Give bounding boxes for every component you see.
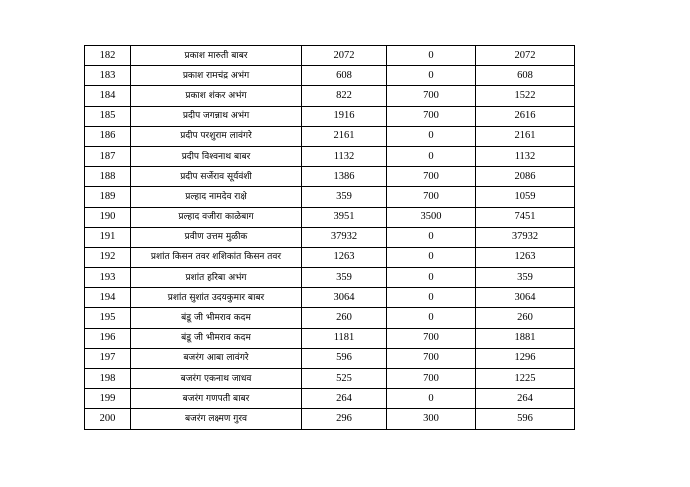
serial-number-cell: 199 (85, 389, 131, 409)
amount-cell: 3951 (302, 207, 387, 227)
table-row (85, 66, 575, 86)
total-cell: 1296 (476, 348, 575, 368)
table-row (85, 167, 575, 187)
table-row (85, 187, 575, 207)
amount-cell: 359 (302, 187, 387, 207)
table-row (85, 409, 575, 429)
additional-amount-cell: 0 (387, 227, 476, 247)
total-cell: 3064 (476, 288, 575, 308)
amount-cell: 2072 (302, 46, 387, 66)
amount-cell: 596 (302, 348, 387, 368)
additional-amount-cell: 700 (387, 167, 476, 187)
table-row (85, 86, 575, 106)
total-cell: 2161 (476, 126, 575, 146)
additional-amount-cell: 700 (387, 106, 476, 126)
additional-amount-cell: 0 (387, 247, 476, 267)
additional-amount-cell: 700 (387, 328, 476, 348)
amount-cell: 822 (302, 86, 387, 106)
name-cell: प्रशांत हरिबा अभंग (131, 268, 302, 288)
table-row (85, 46, 575, 66)
total-cell: 260 (476, 308, 575, 328)
additional-amount-cell: 700 (387, 187, 476, 207)
total-cell: 1881 (476, 328, 575, 348)
amount-cell: 296 (302, 409, 387, 429)
name-cell: प्रवीण उत्तम मुळीक (131, 227, 302, 247)
serial-number-cell: 192 (85, 247, 131, 267)
table-row (85, 207, 575, 227)
total-cell: 2616 (476, 106, 575, 126)
data-table (84, 45, 575, 430)
table-row (85, 288, 575, 308)
amount-cell: 359 (302, 268, 387, 288)
name-cell: प्रदीप सर्जेराव सूर्यवंशी (131, 167, 302, 187)
name-cell: प्रकाश रामचंद्र अभंग (131, 66, 302, 86)
name-cell: प्रकाश मारुती बाबर (131, 46, 302, 66)
amount-cell: 2161 (302, 126, 387, 146)
amount-cell: 3064 (302, 288, 387, 308)
table-row (85, 247, 575, 267)
total-cell: 2072 (476, 46, 575, 66)
additional-amount-cell: 0 (387, 288, 476, 308)
total-cell: 1225 (476, 369, 575, 389)
amount-cell: 37932 (302, 227, 387, 247)
name-cell: बजरंग गणपती बाबर (131, 389, 302, 409)
name-cell: बंडू जी भीमराव कदम (131, 328, 302, 348)
serial-number-cell: 184 (85, 86, 131, 106)
additional-amount-cell: 3500 (387, 207, 476, 227)
amount-cell: 264 (302, 389, 387, 409)
table-row (85, 268, 575, 288)
name-cell: बजरंग लक्ष्मण गुरव (131, 409, 302, 429)
serial-number-cell: 185 (85, 106, 131, 126)
amount-cell: 260 (302, 308, 387, 328)
total-cell: 1263 (476, 247, 575, 267)
name-cell: प्रशांत सुशांत उदयकुमार बाबर (131, 288, 302, 308)
additional-amount-cell: 700 (387, 348, 476, 368)
table-row (85, 328, 575, 348)
additional-amount-cell: 0 (387, 46, 476, 66)
additional-amount-cell: 0 (387, 146, 476, 166)
serial-number-cell: 194 (85, 288, 131, 308)
name-cell: प्रल्हाद नामदेव राक्षे (131, 187, 302, 207)
serial-number-cell: 196 (85, 328, 131, 348)
serial-number-cell: 193 (85, 268, 131, 288)
amount-cell: 1132 (302, 146, 387, 166)
additional-amount-cell: 0 (387, 308, 476, 328)
amount-cell: 1263 (302, 247, 387, 267)
table-row (85, 369, 575, 389)
table-row (85, 348, 575, 368)
amount-cell: 525 (302, 369, 387, 389)
serial-number-cell: 186 (85, 126, 131, 146)
serial-number-cell: 195 (85, 308, 131, 328)
serial-number-cell: 189 (85, 187, 131, 207)
serial-number-cell: 190 (85, 207, 131, 227)
table-row (85, 389, 575, 409)
total-cell: 608 (476, 66, 575, 86)
serial-number-cell: 191 (85, 227, 131, 247)
serial-number-cell: 197 (85, 348, 131, 368)
total-cell: 359 (476, 268, 575, 288)
serial-number-cell: 183 (85, 66, 131, 86)
name-cell: प्रकाश शंकर अभंग (131, 86, 302, 106)
serial-number-cell: 187 (85, 146, 131, 166)
total-cell: 7451 (476, 207, 575, 227)
total-cell: 596 (476, 409, 575, 429)
additional-amount-cell: 300 (387, 409, 476, 429)
name-cell: बजरंग आबा लावंगरे (131, 348, 302, 368)
serial-number-cell: 198 (85, 369, 131, 389)
additional-amount-cell: 700 (387, 369, 476, 389)
serial-number-cell: 182 (85, 46, 131, 66)
total-cell: 1132 (476, 146, 575, 166)
name-cell: प्रदीप जगन्नाथ अभंग (131, 106, 302, 126)
serial-number-cell: 200 (85, 409, 131, 429)
additional-amount-cell: 0 (387, 268, 476, 288)
table-row (85, 308, 575, 328)
additional-amount-cell: 0 (387, 66, 476, 86)
table-row (85, 146, 575, 166)
table-row (85, 126, 575, 146)
amount-cell: 608 (302, 66, 387, 86)
name-cell: प्रल्हाद वजीरा काळेबाग (131, 207, 302, 227)
table-body (85, 46, 575, 430)
additional-amount-cell: 0 (387, 126, 476, 146)
serial-number-cell: 188 (85, 167, 131, 187)
amount-cell: 1916 (302, 106, 387, 126)
table-row (85, 227, 575, 247)
amount-cell: 1181 (302, 328, 387, 348)
total-cell: 1059 (476, 187, 575, 207)
name-cell: प्रदीप परशुराम लावंगरे (131, 126, 302, 146)
total-cell: 264 (476, 389, 575, 409)
total-cell: 37932 (476, 227, 575, 247)
table-row (85, 106, 575, 126)
name-cell: बंडू जी भीमराव कदम (131, 308, 302, 328)
name-cell: प्रदीप विश्वनाथ बाबर (131, 146, 302, 166)
additional-amount-cell: 0 (387, 389, 476, 409)
name-cell: बजरंग एकनाथ जाधव (131, 369, 302, 389)
total-cell: 2086 (476, 167, 575, 187)
total-cell: 1522 (476, 86, 575, 106)
amount-cell: 1386 (302, 167, 387, 187)
additional-amount-cell: 700 (387, 86, 476, 106)
name-cell: प्रशांत किसन तवर शशिकांत किसन तवर (131, 247, 302, 267)
